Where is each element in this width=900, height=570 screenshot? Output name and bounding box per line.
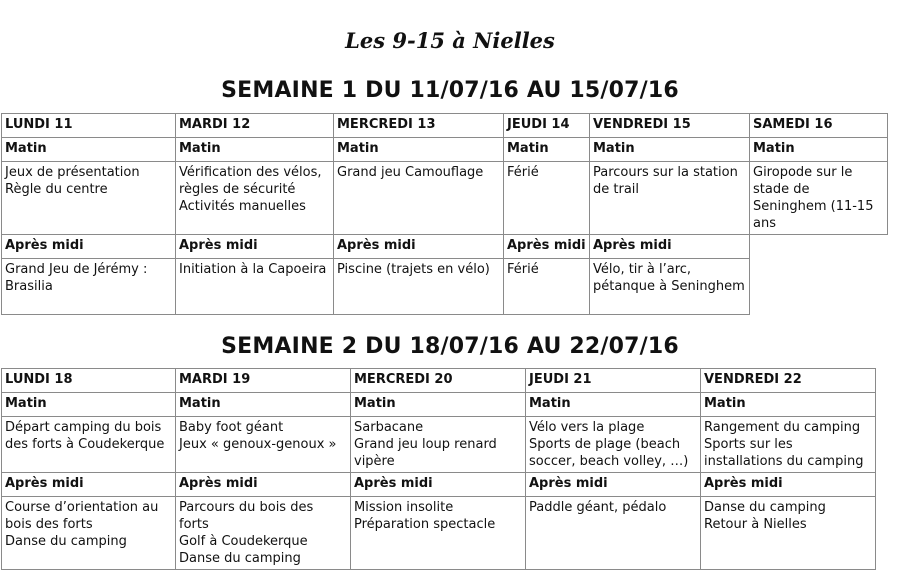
morning-label: Matin	[701, 393, 876, 417]
morning-label: Matin	[504, 138, 590, 162]
morning-label-row	[2, 393, 876, 417]
day-header: LUNDI 11	[2, 114, 176, 138]
morning-label: Matin	[590, 138, 750, 162]
morning-activity: Parcours sur la station de trail	[590, 162, 750, 235]
morning-label: Matin	[176, 393, 351, 417]
afternoon-label: Après midi	[176, 473, 351, 497]
afternoon-activity: Mission insolite Préparation spectacle	[351, 497, 526, 570]
morning-activity: Grand jeu Camouflage	[334, 162, 504, 235]
day-header-row	[2, 114, 888, 138]
morning-label: Matin	[2, 393, 176, 417]
afternoon-activity: Vélo, tir à l’arc, pétanque à Seninghem	[590, 259, 750, 315]
afternoon-activity: Course d’orientation au bois des forts Danse du camping	[2, 497, 176, 570]
afternoon-activity: Piscine (trajets en vélo)	[334, 259, 504, 315]
morning-activity: Départ camping du bois des forts à Coudekerque	[2, 417, 176, 473]
afternoon-label-row	[2, 473, 876, 497]
morning-label-row	[2, 138, 888, 162]
day-header-row	[2, 369, 876, 393]
week2-heading: SEMAINE 2 DU 18/07/16 AU 22/07/16	[221, 334, 679, 359]
week1-heading: SEMAINE 1 DU 11/07/16 AU 15/07/16	[221, 78, 679, 103]
afternoon-label: Après midi	[590, 235, 750, 259]
morning-label: Matin	[334, 138, 504, 162]
afternoon-label: Après midi	[334, 235, 504, 259]
morning-activity: Jeux de présentation Règle du centre	[2, 162, 176, 235]
afternoon-activity-row	[2, 259, 888, 315]
week2-schedule-table	[1, 368, 876, 570]
holiday-cell: Férié	[504, 162, 590, 235]
afternoon-label: Après midi	[176, 235, 334, 259]
morning-activity: Sarbacane Grand jeu loup renard vipère	[351, 417, 526, 473]
afternoon-label: Après midi	[2, 473, 176, 497]
morning-activity-row	[2, 417, 876, 473]
afternoon-activity: Paddle géant, pédalo	[526, 497, 701, 570]
afternoon-label-row	[2, 235, 888, 259]
morning-activity: Baby foot géant Jeux « genoux-genoux »	[176, 417, 351, 473]
morning-activity: Rangement du camping Sports sur les installations du camping	[701, 417, 876, 473]
week1-schedule-table	[1, 113, 888, 315]
afternoon-label: Après midi	[351, 473, 526, 497]
empty-cell	[750, 259, 888, 315]
afternoon-activity-row	[2, 497, 876, 570]
afternoon-activity: Grand Jeu de Jérémy : Brasilia	[2, 259, 176, 315]
holiday-cell: Férié	[504, 259, 590, 315]
day-header: LUNDI 18	[2, 369, 176, 393]
day-header: VENDREDI 22	[701, 369, 876, 393]
empty-cell	[750, 235, 888, 259]
afternoon-activity: Initiation à la Capoeira	[176, 259, 334, 315]
day-header: JEUDI 14	[504, 114, 590, 138]
afternoon-activity: Parcours du bois des forts Golf à Coudekerque Danse du camping	[176, 497, 351, 570]
day-header: JEUDI 21	[526, 369, 701, 393]
morning-label: Matin	[351, 393, 526, 417]
afternoon-label: Après midi	[526, 473, 701, 497]
afternoon-label: Après midi	[701, 473, 876, 497]
morning-label: Matin	[750, 138, 888, 162]
afternoon-activity: Danse du camping Retour à Nielles	[701, 497, 876, 570]
morning-activity: Vélo vers la plage Sports de plage (beach soccer, beach volley, …)	[526, 417, 701, 473]
day-header: MERCREDI 20	[351, 369, 526, 393]
morning-activity: Vérification des vélos, règles de sécurité Activités manuelles	[176, 162, 334, 235]
morning-activity-row	[2, 162, 888, 235]
day-header: MARDI 19	[176, 369, 351, 393]
morning-label: Matin	[176, 138, 334, 162]
day-header: VENDREDI 15	[590, 114, 750, 138]
morning-label: Matin	[2, 138, 176, 162]
morning-label: Matin	[526, 393, 701, 417]
morning-activity: Giropode sur le stade de Seninghem (11-15 ans	[750, 162, 888, 235]
document-title: Les 9-15 à Nielles	[345, 28, 555, 53]
day-header: MARDI 12	[176, 114, 334, 138]
afternoon-label: Après midi	[2, 235, 176, 259]
afternoon-label: Après midi	[504, 235, 590, 259]
day-header: SAMEDI 16	[750, 114, 888, 138]
day-header: MERCREDI 13	[334, 114, 504, 138]
